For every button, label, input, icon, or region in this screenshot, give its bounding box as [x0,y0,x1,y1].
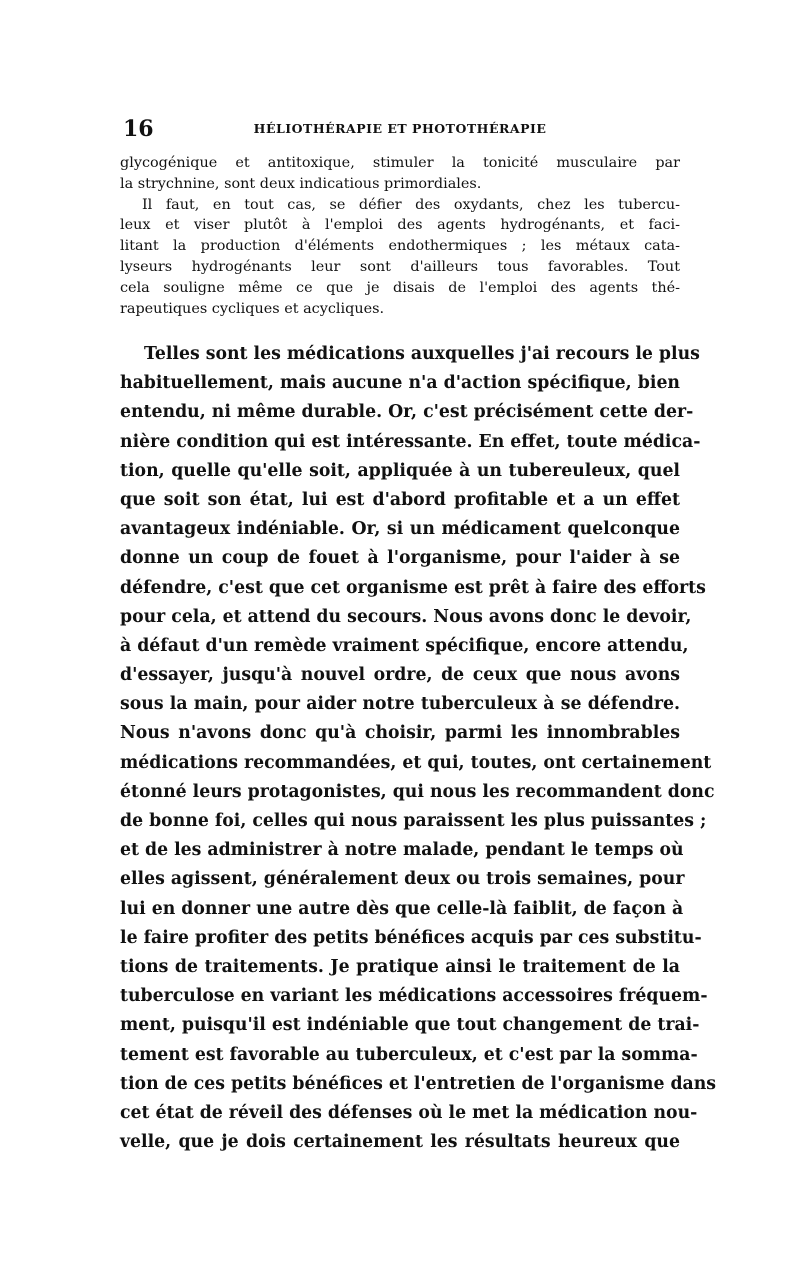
text-line: sous la main, pour aider notre tuberculeux à se défendre. [120,694,680,715]
text-line: lui en donner une autre dès que celle-là faiblit, de façon à [120,898,684,919]
text-line: elles agissent, généralement deux ou trois semaines, pour [120,869,685,890]
text-line: la strychnine, sont deux indicatious primordiales. [120,175,482,192]
text-line: Il faut, en tout cas, se défier des oxydants, chez les tubercu- [142,196,680,213]
text-line: à défaut d'un remède vraiment spécifique, encore attendu, [120,635,689,656]
text-line: tion, quelle qu'elle soit, appliquée à un tubereuleux, quel [120,460,680,481]
text-line: velle, que je dois certainement les résultats heureux que [120,1132,680,1153]
text-line: tions de traitements. Je pratique ainsi le traitement de la [120,956,680,977]
text-line: pour cela, et attend du secours. Nous avons donc le devoir, [120,606,692,627]
running-title: HÉLIOTHÉRAPIE ET PHOTOTHÉRAPIE [253,121,547,136]
text-line: que soit son état, lui est d'abord profitable et a un effet [120,489,680,510]
text-line: d'essayer, jusqu'à nouvel ordre, de ceux que nous avons [120,665,680,686]
small-print-paragraph [120,153,680,319]
text-line: Nous n'avons donc qu'à choisir, parmi les innombrables [120,723,680,744]
text-line: le faire profiter des petits bénéfices acquis par ces substitu- [120,927,702,948]
text-line: défendre, c'est que cet organisme est prêt à faire des efforts [120,577,706,598]
text-line: leux et viser plutôt à l'emploi des agents hydrogénants, et faci- [120,217,680,234]
text-line: rapeutiques cycliques et acycliques. [120,300,385,317]
text-line: de bonne foi, celles qui nous paraissent les plus puissantes ; [120,811,707,831]
page-header [120,116,680,142]
text-line: cet état de réveil des défenses où le met la médication nou- [120,1102,698,1123]
text-line: nière condition qui est intéressante. En effet, toute médica- [120,431,701,452]
text-line: lyseurs hydrogénants leur sont d'ailleurs tous favorables. Tout [120,258,680,275]
text-line: médications recommandées, et qui, toutes, ont certainement [120,752,712,773]
text-line: tion de ces petits bénéfices et l'entretien de l'organisme dans [120,1073,717,1094]
text-line: entendu, ni même durable. Or, c'est précisément cette der- [120,402,694,423]
main-paragraph [120,340,717,1157]
text-line: tuberculose en variant les médications accessoires fréquem- [120,986,708,1007]
text-line: Telles sont les médications auxquelles j'ai recours le plus [144,344,700,364]
text-line: glycogénique et antitoxique, stimuler la tonicité musculaire par [120,155,680,171]
text-line: ment, puisqu'il est indéniable que tout changement de trai- [120,1015,700,1036]
text-line: habituellement, mais aucune n'a d'action spécifique, bien [120,373,680,394]
page-number: 16 [123,116,154,142]
text-line: cela souligne même ce que je disais de l'emploi des agents thé- [120,279,680,296]
text-line: et de les administrer à notre malade, pendant le temps où [120,840,684,861]
text-line: tement est favorable au tuberculeux, et c'est par la somma- [120,1044,698,1065]
text-line: donne un coup de fouet à l'organisme, pour l'aider à se [120,548,680,569]
text-line: litant la production d'éléments endothermiques ; les métaux cata- [120,238,680,255]
text-line: avantageux indéniable. Or, si un médicament quelconque [120,519,680,540]
text-line: étonné leurs protagonistes, qui nous les recommandent donc [120,781,715,802]
